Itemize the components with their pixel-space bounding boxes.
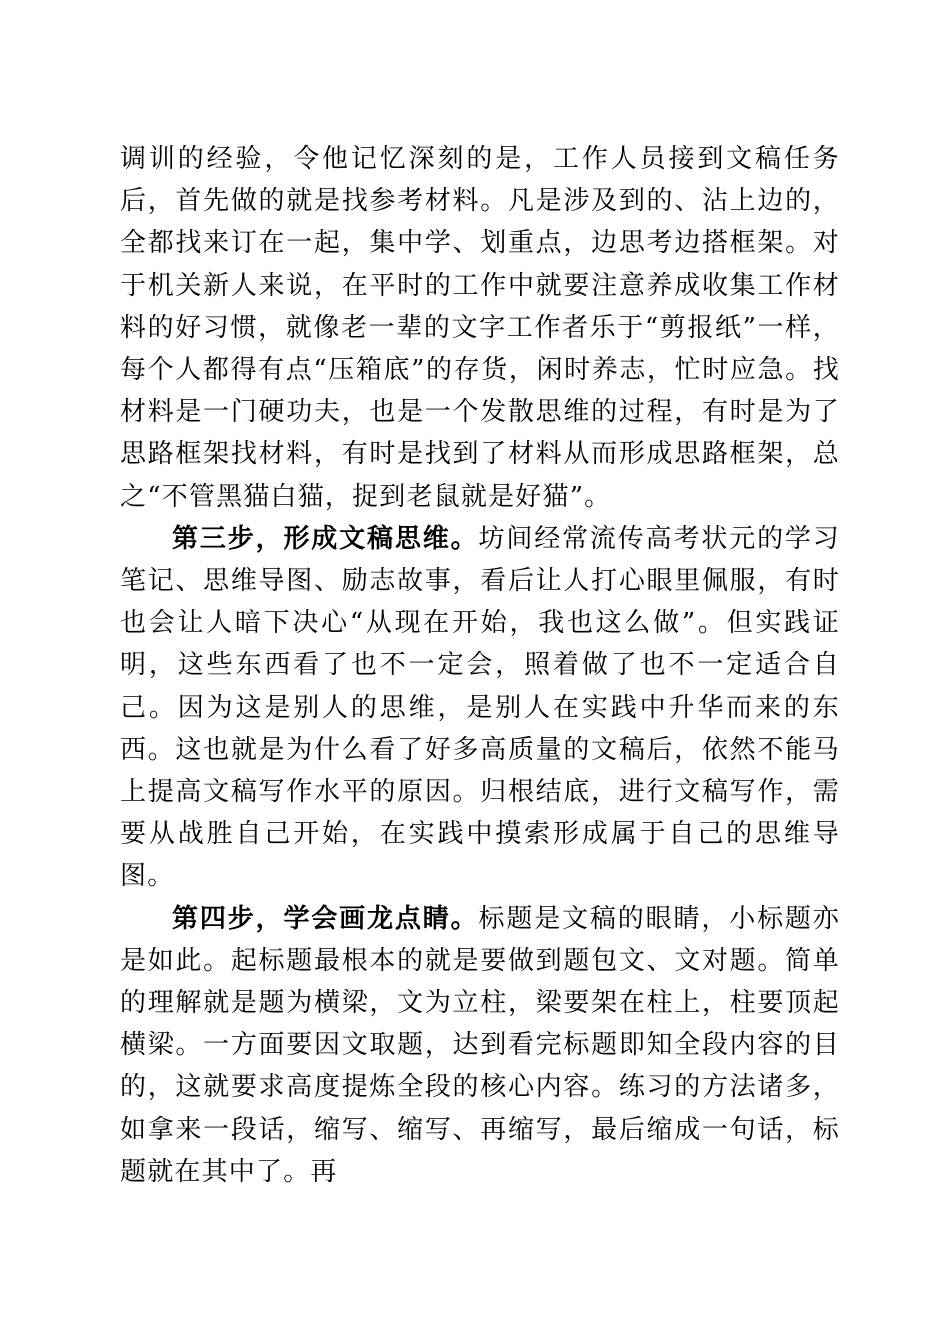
paragraph-step-four — [120, 898, 840, 1193]
step-four-heading: 第四步，学会画龙点睛。 — [172, 903, 479, 934]
step-three-heading: 第三步，形成文稿思维。 — [172, 523, 479, 554]
paragraph-step-three — [120, 518, 840, 898]
paragraph-text: 调训的经验，令他记忆深刻的是，工作人员接到文稿任务后，首先做的就是找参考材料。凡是涉及到的、沾上边的，全都找来订在一起，集中学、划重点，边思考边搭框架。对于机关新人来说，在平时的工作中就要注意养成收集工作材料的好习惯，就像老一辈的文字工作者乐于“剪报纸”一样，每个人都得有点“压箱底”的存货，闲时养志，忙时应急。找材料是一门硬功夫，也是一个发散思维的过程，有时是为了思路框架找材料，有时是找到了材料从而形成思路框架，总之“不管黑猫白猫，捉到老鼠就是好猫”。 — [120, 144, 840, 512]
paragraph-text: 坊间经常流传高考状元的学习笔记、思维导图、励志故事，看后让人打心眼里佩服，有时也会让人暗下决心“从现在开始，我也这么做”。但实践证明，这些东西看了也不一定会，照着做了也不一定适合自己。因为这是别人的思维，是别人在实践中升华而来的东西。这也就是为什么看了好多高质量的文稿后，依然不能马上提高文稿写作水平的原因。归根结底，进行文稿写作，需要从战胜自己开始，在实践中摸索形成属于自己的思维导图。 — [120, 523, 840, 892]
body-text — [120, 138, 840, 1193]
paragraph-text: 标题是文稿的眼睛，小标题亦是如此。起标题最根本的就是要做到题包文、文对题。简单的理解就是题为横梁，文为立柱，梁要架在柱上，柱要顶起横梁。一方面要因文取题，达到看完标题即知全段内容的目的，这就要求高度提炼全段的核心内容。练习的方法诸多，如拿来一段话，缩写、缩写、再缩写，最后缩成一句话，标题就在其中了。再 — [120, 903, 840, 1187]
paragraph-continued — [120, 138, 840, 518]
